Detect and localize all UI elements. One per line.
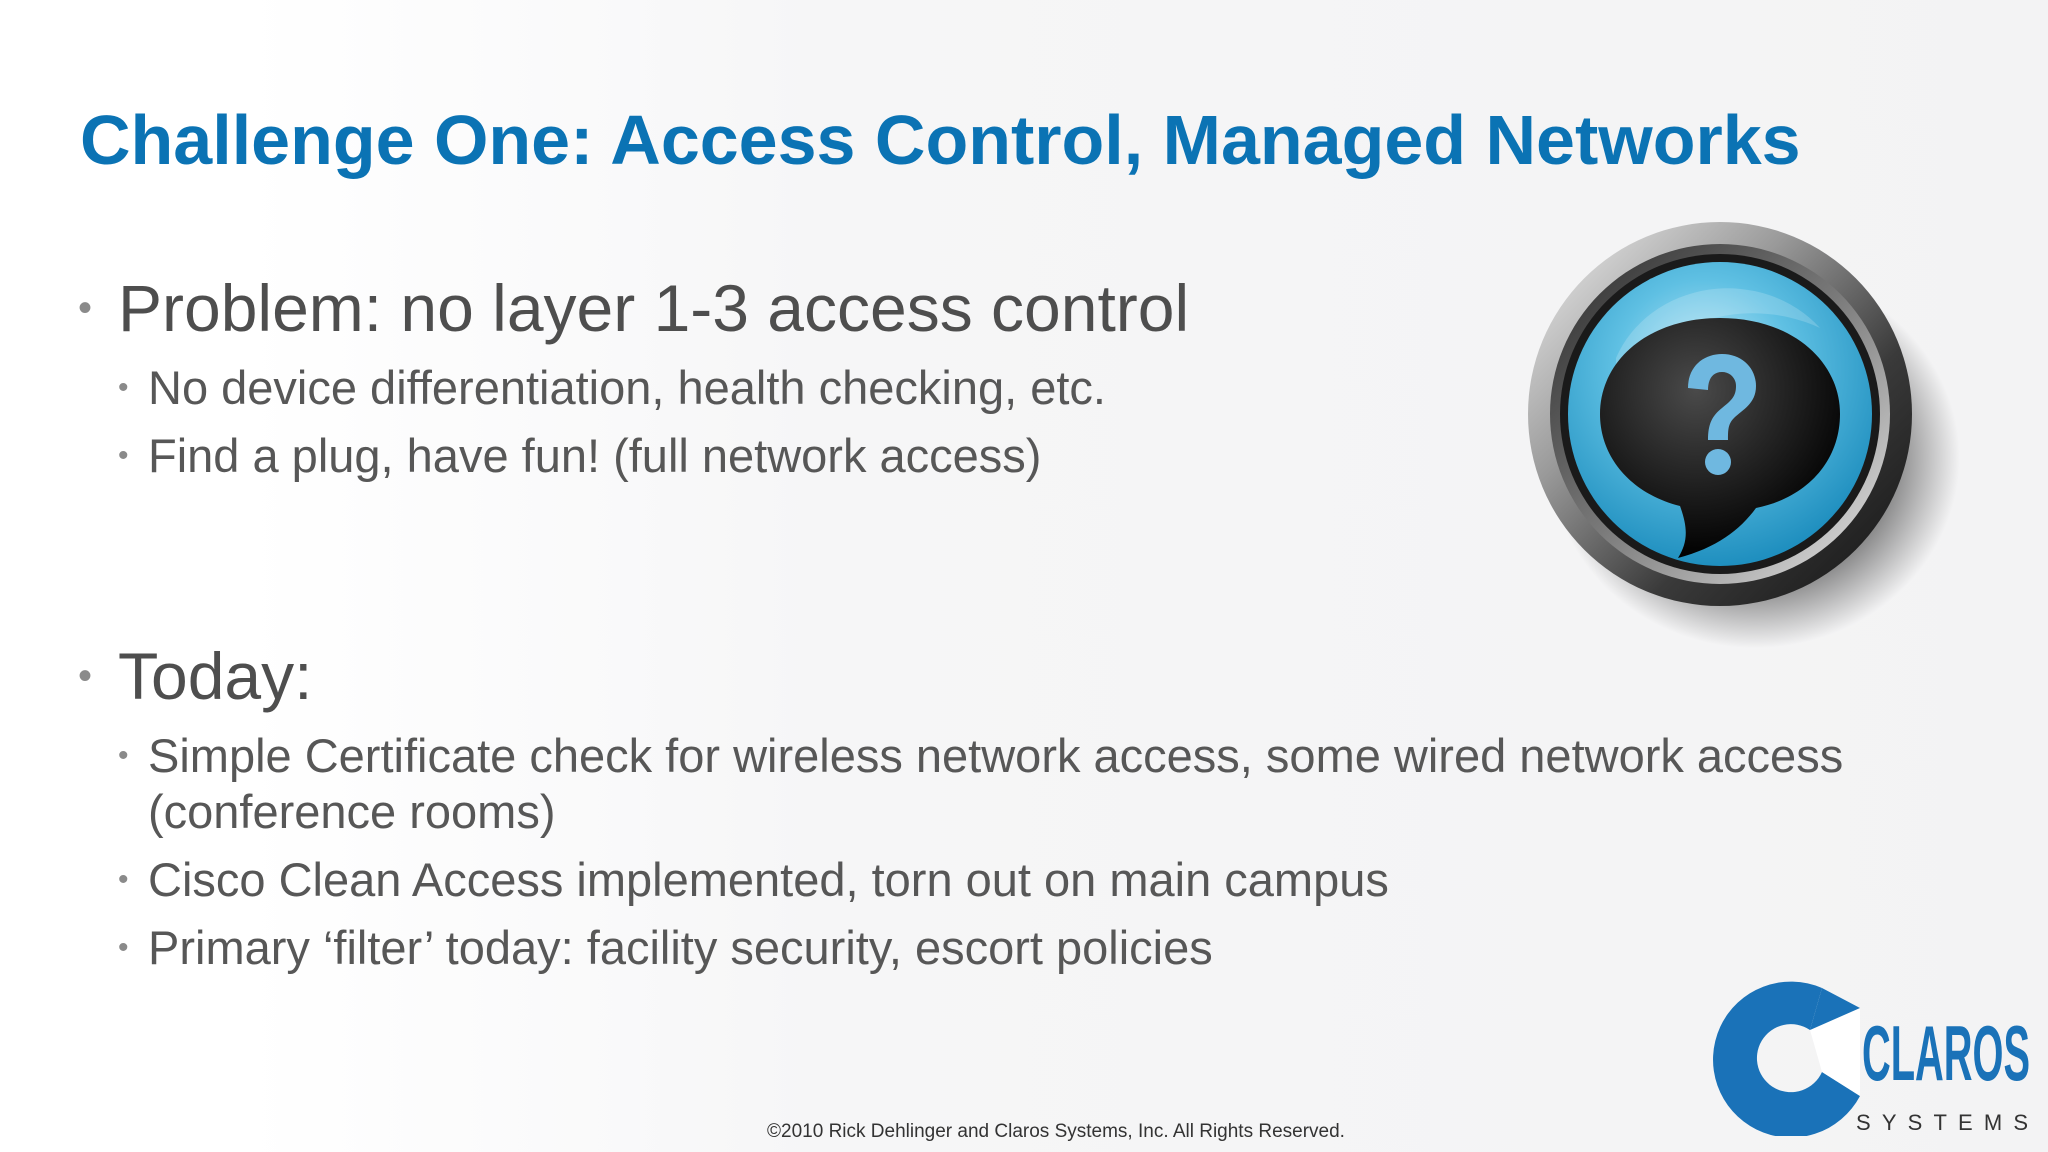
sub-bullet xyxy=(118,920,1858,976)
bullet-dot: • xyxy=(118,863,129,896)
slide-title: Challenge One: Access Control, Managed Networks xyxy=(80,101,1801,179)
bullet-dot: • xyxy=(78,286,93,330)
logo-subtext: SYSTEMS xyxy=(1856,1110,2028,1135)
bullet-dot: • xyxy=(118,931,129,964)
logo-wordmark: CLAROS xyxy=(1862,1009,2030,1097)
bullet-text: Problem: no layer 1-3 access control xyxy=(118,271,1190,345)
bullet-dot: • xyxy=(118,739,129,772)
sub-bullet-text: Find a plug, have fun! (full network access) xyxy=(148,429,1042,482)
sub-bullet-text: Cisco Clean Access implemented, torn out on main campus xyxy=(148,853,1389,906)
bullet-dot: • xyxy=(118,439,129,472)
sub-bullet-text: Simple Certificate check for wireless network access, some wired network access (conference rooms) xyxy=(148,729,1844,838)
sub-bullet xyxy=(118,728,1858,840)
bullet-dot: • xyxy=(78,654,93,698)
footer-text: ©2010 Rick Dehlinger and Claros Systems, Inc. All Rights Reserved. xyxy=(767,1121,1345,1142)
claros-logo xyxy=(1710,968,2040,1136)
sub-bullet xyxy=(118,852,1858,908)
bullet-text: Today: xyxy=(118,639,313,713)
bullet-dot: • xyxy=(118,371,129,404)
sub-bullet-text: No device differentiation, health checking, etc. xyxy=(148,361,1106,414)
question-speech-bubble-icon xyxy=(1520,218,1960,648)
copyright-footer xyxy=(0,1121,2048,1143)
sub-bullet-text: Primary ‘filter’ today: facility security, escort policies xyxy=(148,921,1213,974)
